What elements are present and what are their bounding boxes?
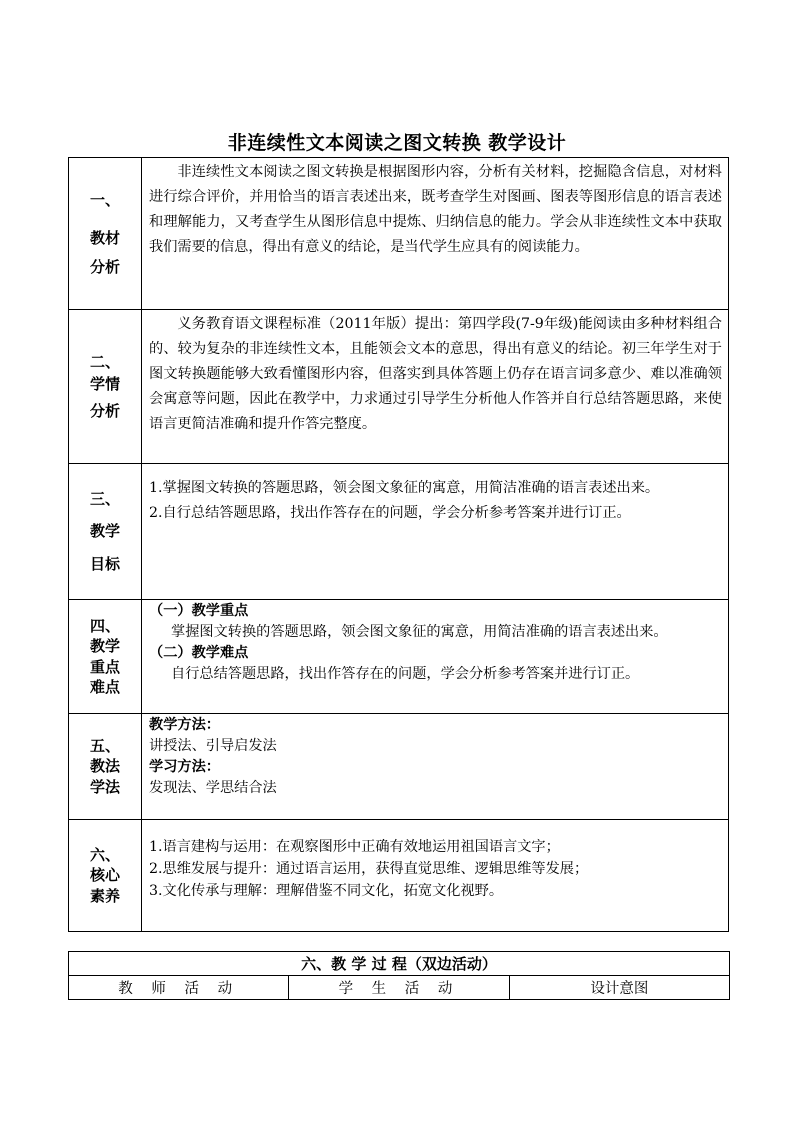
section-label [69,820,142,932]
subsection-text: 掌握图文转换的答题思路，领会图文象征的寓意，用简洁准确的语言表述出来。 [171,624,668,640]
section-methods [69,714,729,820]
column-header-teacher: 教 师 活 动 [69,976,289,1000]
section-label-line: 难点 [89,677,120,696]
section-label-line: 分析 [89,401,120,420]
subsection-heading: （一）教学重点 [149,603,249,619]
section-label-line: 教学 [89,637,120,656]
subsection-text: 发现法、学思结合法 [149,780,277,796]
section-key-points [69,600,729,714]
page-title: 非连续性文本阅读之图文转换 教学设计 [227,132,567,154]
section-text: 非连续性文本阅读之图文转换是根据图形内容，分析有关材料，挖掘隐含信息，对材料进行综合评价，并用恰当的语言表述出来，既考查学生对图画、图表等图形信息的语言表述和理解能力，又考查学生从图形信息中提炼、归纳信息的能力。学会从非连续性文本中获取我们需要的信息，得出有意义的结论，是当代学生应具有的阅读能力。 [149,164,722,255]
section-number: 一、 [89,191,120,210]
column-header-student: 学 生 活 动 [289,976,509,1000]
section-label-line: 教材 [89,229,120,248]
section-label-line: 学情 [89,375,120,394]
section-label [69,158,142,310]
section-label-line: 教学 [89,522,120,541]
goal-item: 2.自行总结答题思路，找出作答存在的问题，学会分析参考答案并进行订正。 [149,505,631,521]
subsection-heading: 教学方法： [149,717,220,733]
section-number: 六、 [89,846,120,865]
subsection-text: 自行总结答题思路，找出作答存在的问题，学会分析参考答案并进行订正。 [171,666,640,682]
section-label-line: 核心 [89,866,120,885]
section-content [142,310,729,464]
section-label-line: 分析 [89,257,120,276]
section-label-line: 学法 [89,777,120,796]
section-core-literacy [69,820,729,932]
section-number: 五、 [89,737,120,756]
literacy-item: 2.思维发展与提升：通过语言运用，获得直觉思维、逻辑思维等发展； [149,861,589,877]
section-label-line: 素养 [89,886,120,905]
process-table [68,951,730,1000]
section-label [69,464,142,600]
process-header: 六、教 学 过 程（双边活动） [69,952,730,976]
section-text: 义务教育语文课程标准（2011年版）提出：第四学段(7-9年级)能阅读由多种材料组合的、较为复杂的非连续性文本，且能领会文本的意思，得出有意义的结论。初三年学生对于图文转换题能够大致看懂图形内容，但落实到具体答题上仍存在语言词多意少、难以准确领会寓意等问题，因此在教学中，力求通过引导学生分析他人作答并自行总结答题思路，来使语言更简洁准确和提升作答完整度。 [149,316,722,432]
section-label [69,310,142,464]
section-material-analysis [69,158,729,310]
section-content [142,820,729,932]
section-label-line: 教法 [89,757,120,776]
section-number: 三、 [89,490,120,509]
section-number: 二、 [89,353,120,372]
section-content [142,600,729,714]
literacy-item: 3.文化传承与理解：理解借鉴不同文化，拓宽文化视野。 [149,883,504,899]
section-student-analysis [69,310,729,464]
section-number: 四、 [89,617,120,635]
section-content [142,464,729,600]
column-header-intent: 设计意图 [509,976,729,1000]
section-content [142,714,729,820]
section-label-line: 目标 [89,554,120,573]
subsection-heading: 学习方法： [149,759,220,775]
section-label-line: 重点 [89,657,120,676]
section-label [69,600,142,714]
literacy-item: 1.语言建构与运用：在观察图形中正确有效地运用祖国语言文字； [149,839,560,855]
goal-item: 1.掌握图文转换的答题思路，领会图文象征的寓意，用简洁准确的语言表述出来。 [149,480,660,496]
section-teaching-goals [69,464,729,600]
design-table [68,157,729,932]
subsection-text: 讲授法、引导启发法 [149,738,277,754]
section-label [69,714,142,820]
subsection-heading: （二）教学难点 [149,645,249,661]
section-content [142,158,729,310]
